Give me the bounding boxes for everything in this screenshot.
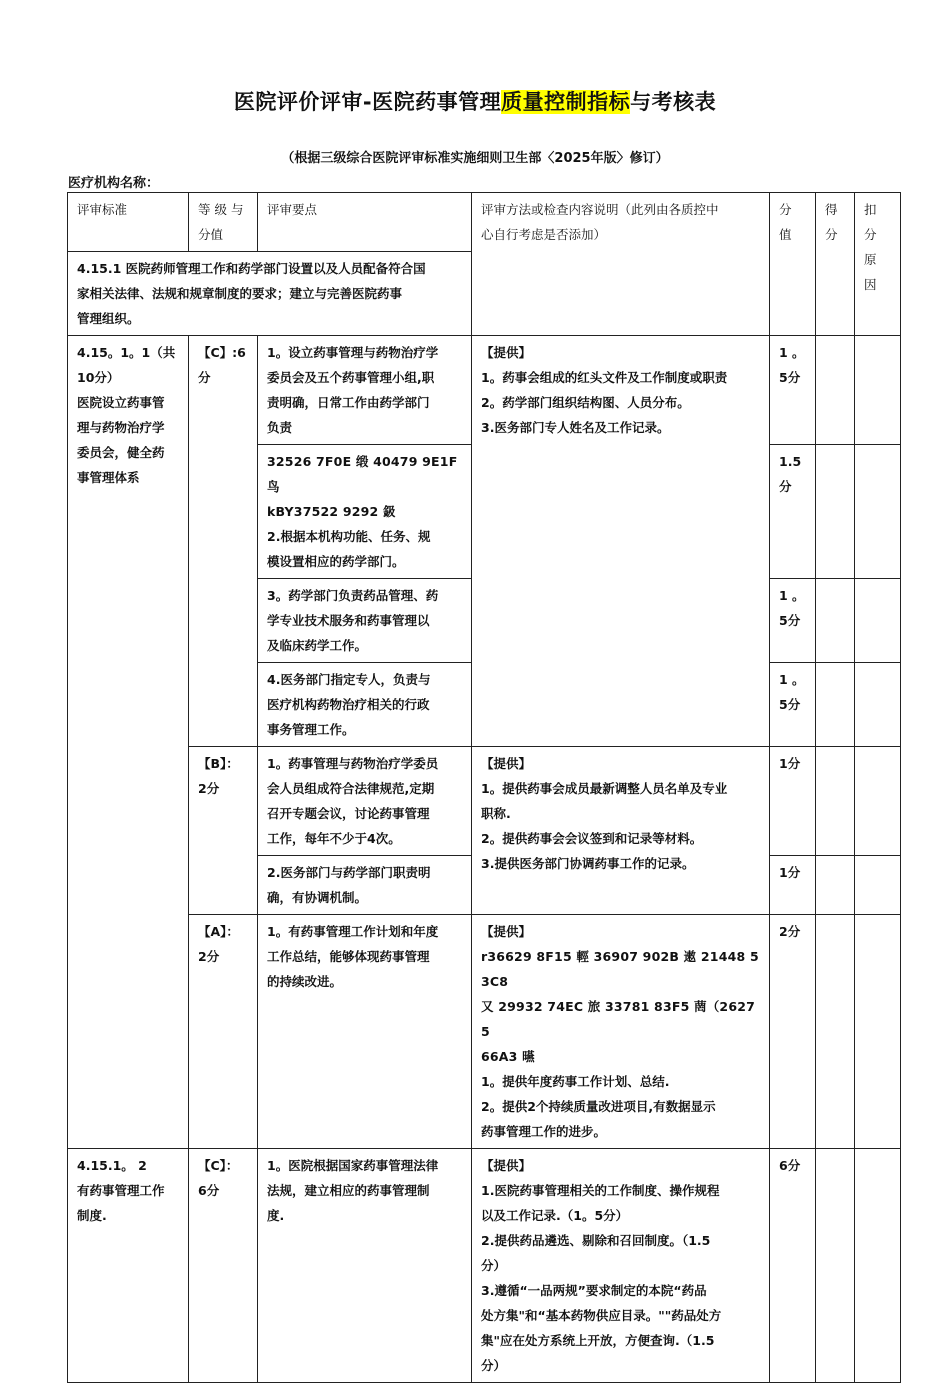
- score-c3: 1 。 5分: [770, 579, 816, 663]
- point-b2: 2.医务部门与药学部门职责明 确，有协调机制。: [258, 856, 472, 915]
- header-reason: 扣 分 原 因: [855, 193, 901, 336]
- reason-cell[interactable]: [855, 856, 901, 915]
- table-row: [68, 747, 901, 856]
- standard-4-15-1-1: 4.15。1。1（共 10分） 医院设立药事管 理与药物治疗学 委员会，健全药 事管理体系: [68, 336, 189, 1149]
- method-c2: 【提供】 1.医院药事管理相关的工作制度、操作规程 以及工作记录.（1。5分） 2.提供药品遴选、剔除和召回制度。（1.5 分） 3.遵循“一品两规”要求制定的本院“药品 处方集"和“基本药物供应目录。""药品处方 集"应在处方系统上开放，方便查询.（1.5 分）: [472, 1149, 770, 1383]
- got-cell[interactable]: [816, 856, 855, 915]
- reason-cell[interactable]: [855, 579, 901, 663]
- score-c1: 1 。 5分: [770, 336, 816, 445]
- reason-cell[interactable]: [855, 1149, 901, 1383]
- point-c3: 3。药学部门负责药品管理、药 学专业技术服务和药事管理以 及临床药学工作。: [258, 579, 472, 663]
- title-before: 医院评价评审-医院药事管理: [233, 90, 502, 114]
- got-cell[interactable]: [816, 663, 855, 747]
- header-row: [68, 193, 901, 252]
- header-score: 分 值: [770, 193, 816, 336]
- grade-a: 【A】： 2分: [189, 915, 258, 1149]
- page-subtitle: （根据三级综合医院评审标准实施细则卫生部〈2025年版〉修订）: [281, 151, 669, 166]
- method-a: 【提供】 r36629 8F15 輕 36907 902B 遫 21448 53C8 又 29932 74EC 旅 33781 83F5 菵（26275 66A3 曣 1。提供年度药事工作计划、总结. 2。提供2个持续质量改进项目,有数据显示 药事管理工作的进步。: [472, 915, 770, 1149]
- header-got: 得 分: [816, 193, 855, 336]
- score-b1: 1分: [770, 747, 816, 856]
- assessment-table: [67, 192, 901, 1383]
- reason-cell[interactable]: [855, 663, 901, 747]
- header-points: 评审要点: [258, 193, 472, 252]
- org-name-label: 医疗机构名称：: [68, 176, 160, 191]
- got-cell[interactable]: [816, 579, 855, 663]
- table-row: [68, 336, 901, 445]
- got-cell[interactable]: [816, 445, 855, 579]
- header-method: 评审方法或检查内容说明（此列由各质控中 心自行考虑是否添加）: [472, 193, 770, 336]
- table-row: [68, 1149, 901, 1383]
- grade-c2: 【C】： 6分: [189, 1149, 258, 1383]
- reason-cell[interactable]: [855, 747, 901, 856]
- point-a1: 1。有药事管理工作计划和年度 工作总结，能够体现药事管理 的持续改进。: [258, 915, 472, 1149]
- title-after: 与考核表: [630, 90, 717, 114]
- point-b1: 1。药事管理与药物治疗学委员 会人员组成符合法律规范,定期 召开专题会议，讨论药事管理 工作，每年不少于4次。: [258, 747, 472, 856]
- score-c2: 1.5 分: [770, 445, 816, 579]
- got-cell[interactable]: [816, 915, 855, 1149]
- reason-cell[interactable]: [855, 336, 901, 445]
- title-highlight: 质量控制指标: [501, 90, 631, 114]
- got-cell[interactable]: [816, 336, 855, 445]
- method-c: 【提供】 1。药事会组成的红头文件及工作制度或职责 2。药学部门组织结构图、人员分布。 3.医务部门专人姓名及工作记录。: [472, 336, 770, 747]
- header-standard: 评审标准: [68, 193, 189, 252]
- point-c1: 1。设立药事管理与药物治疗学 委员会及五个药事管理小组,职 责明确，日常工作由药学部门 负责: [258, 336, 472, 445]
- score-c4: 1 。 5分: [770, 663, 816, 747]
- table-row: [68, 915, 901, 1149]
- header-grade: 等 级 与 分值: [189, 193, 258, 252]
- got-cell[interactable]: [816, 1149, 855, 1383]
- score-a: 2分: [770, 915, 816, 1149]
- point-c4: 4.医务部门指定专人，负责与 医疗机构药物治疗相关的行政 事务管理工作。: [258, 663, 472, 747]
- standard-4-15-1-2: 4.15.1。 2 有药事管理工作 制度.: [68, 1149, 189, 1383]
- point-c2: 32526 7F0E 缎 40479 9E1F 鸟 kBY37522 9292 鈒 2.根据本机构功能、任务、规 模设置相应的药学部门。: [258, 445, 472, 579]
- score-b2: 1分: [770, 856, 816, 915]
- reason-cell[interactable]: [855, 445, 901, 579]
- got-cell[interactable]: [816, 747, 855, 856]
- grade-c: 【C】:6 分: [189, 336, 258, 747]
- page-title: [0, 86, 950, 116]
- score-c2: 6分: [770, 1149, 816, 1383]
- reason-cell[interactable]: [855, 915, 901, 1149]
- method-b: 【提供】 1。提供药事会成员最新调整人员名单及专业 职称. 2。提供药事会会议签到和记录等材料。 3.提供医务部门协调药事工作的记录。: [472, 747, 770, 915]
- section-description: 4.15.1 医院药师管理工作和药学部门设置以及人员配备符合国 家相关法律、法规和规章制度的要求；建立与完善医院药事 管理组织。: [68, 252, 472, 336]
- point-c2-1: 1。医院根据国家药事管理法律 法规，建立相应的药事管理制 度.: [258, 1149, 472, 1383]
- grade-b: 【B】： 2分: [189, 747, 258, 915]
